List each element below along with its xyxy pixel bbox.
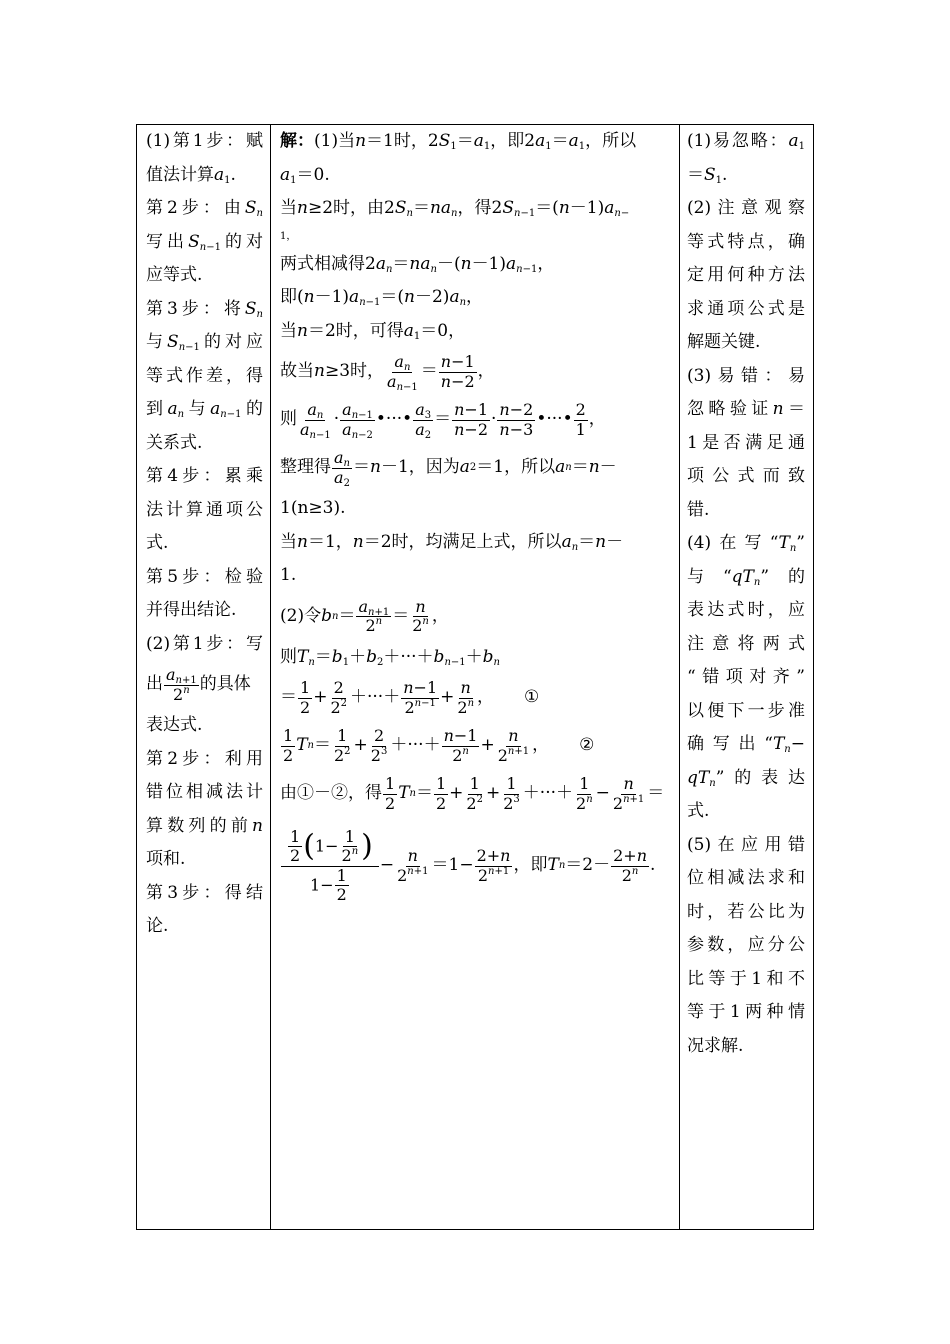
solution-table (136, 124, 814, 1230)
notes-column: (1)易忽略：$a_1$ $=S_1$. (2)注意观察 等式特点，确 定用何种方法 求通项公式是 解题关键. (3)易错：易 忽略验证n＝ 1是否满足通 项公式而致 错. (4)在写“$T_n$” 与“$qT_n$”的 表达式时，应 注意将两式 “错项对齐” 以便下一步准 确写出“$T_n-$ $qT_n$”的表达 式. (5)在应用错 位相减法求和 时，若公比为 参数，应分公 比等于1和不 等于1两种情 况求解. (687, 131, 806, 1056)
steps-column: (1)第1步：赋 值法计算$a_1$. 第2步：由$S_n$ 写出$S_{n-1}$的对 应等式. 第3步：将$S_n$ 与$S_{n-1}$的对应 等式作差，得 到$a_n$与$a_{n-1}$的 关系式. 第4步：累乘 法计算通项公 式. 第5步：检验 并得出结论. (2)第1步：写 出 $\frac{a_{n+1}}{2^n}$ 的具体 表达式. 第2步：利用 错位相减法计 算数列的前n 项和. 第3步：得结 论. (146, 131, 264, 936)
column-divider (270, 125, 271, 1229)
solution-column: 解：(1)当n＝1时，$2S_1=a_1$，即$2a_1=a_1$，所以 $a_1=0$. 当n≥2时，由$2S_n=na_n$，得$2S_{n-1}=(n-1)a_{n-}$ 1， 两式相减得$2a_n=na_n-(n-1)a_{n-1}$， 即$(n-1)a_{n-1}=(n-2)a_n$， 当n＝2时，可得$a_1=0$， 故当 n ≥3时， $\frac{a_n}{a_{n-1}}$ ＝ $\frac{n-1}{n-2}$ ， 则 $\frac{a_n}{a_{n-1}}$ · $\frac{a_{n-1}}{a_{n-2}}$ •···• $\frac{a_3}{a_2}$ ＝ $\frac{n-1}{n-2}$ · $\frac{n-2}{n-3}$ •···• $\frac{2}{1}$ ， 整理得 $\frac{a_n}{a_2}$ ＝ n －1，因为 a 2 ＝1，所以 a n ＝ n － 1(n≥3). 当n＝1，n＝2时，均满足上式，所以$a_n=n-$ 1. (2)令 b n ＝ $\frac{a_{n+1}}{2^n}$ ＝ $\frac{n}{2^n}$ ， 则$T_n=b_1+b_2+\cdot\cdot\cdot+b_{n-1}+b_n$ ＝ $\frac{1}{2}$ + $\frac{2}{2^2}$ ＋···＋ $\frac{n-1}{2^{n-1}}$ + $\frac{n}{2^n}$ ， ① $\frac{1}{2}$ T n ＝ $\frac{1}{2^2}$ + $\frac{2}{2^3}$ ＋···＋ $\frac{n-1}{2^n}$ + $\frac{n}{2^{n+1}}$ ， ② 由①－②，得 $\frac{1}{2}$ T n ＝ $\frac{1}{2}$ + $\frac{1}{2^2}$ + $\frac{1}{2^3}$ ＋···＋ $\frac{1}{2^n}$ − $\frac{n}{2^{n+1}}$ ＝ $\frac{1}{2}$ (1− $\frac{1}{2^n}$ ) 1− $\frac{1}{2}$ − $\frac{n}{2^{n+1}}$ ＝1− $\frac{2+n}{2^{n+1}}$ ，即 T n ＝2－ $\frac{2+n}{2^n}$ . (280, 131, 665, 904)
column-divider (679, 125, 680, 1229)
